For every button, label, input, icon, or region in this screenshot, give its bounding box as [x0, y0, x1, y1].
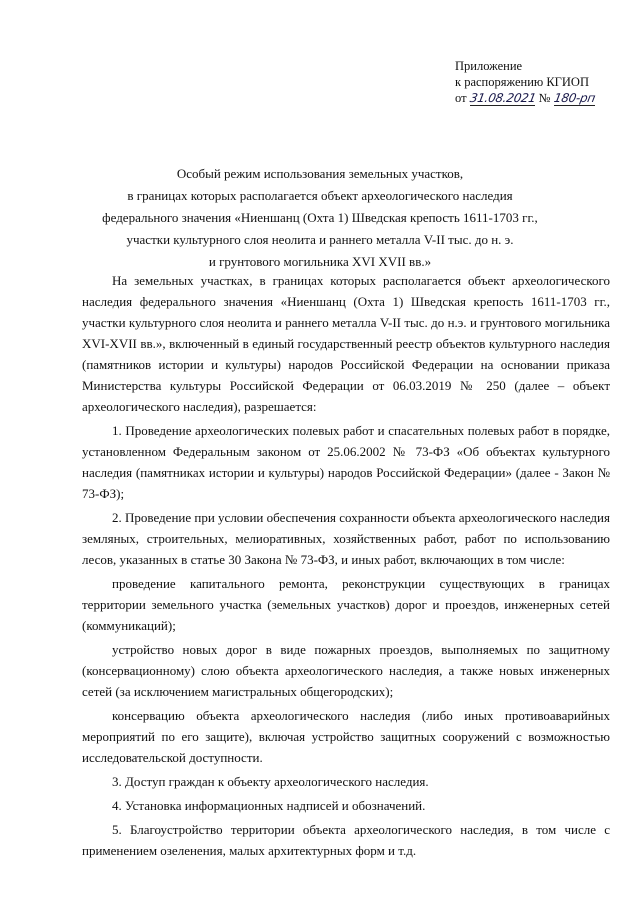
title-line: в границах которых располагается объект археологического наследия: [127, 188, 513, 203]
title-line: Особый режим использования земельных участков,: [176, 166, 464, 181]
handwritten-number: 180-рп: [552, 91, 596, 105]
appendix-number-sign: №: [538, 91, 551, 105]
appendix-date-number-line: [455, 90, 595, 106]
body-paragraph-item-5: 5. Благоустройство территории объекта археологического наследия, в том числе с применением озеленения, малых архитектурных форм и т.д.: [82, 822, 610, 858]
title-line: и грунтового могильника XVI XVII вв.»: [208, 254, 432, 269]
body-paragraph-item-4: 4. Установка информационных надписей и обозначений.: [112, 798, 426, 813]
body-paragraph-subitem-conservation: консервацию объекта археологического наследия (либо иных противоаварийных мероприятий по его защите), включая устройство защитных сооружений с возможностью исследовательской доступности.: [82, 708, 610, 765]
document-title: [80, 163, 560, 273]
body-paragraph-item-2: 2. Проведение при условии обеспечения сохранности объекта археологического наследия земляных, строительных, мелиоративных, хозяйственных работ, работ по использованию лесов, указанных в статье 30 Закона № 73-ФЗ, и иных работ, включающих в том числе:: [82, 510, 610, 567]
body-paragraph-intro: На земельных участках, в границах которых располагается объект археологического наследия федерального значения «Ниеншанц (Охта 1) Шведская крепость 1611-1703 гг., участки культурного слоя неолита и раннего металла V-II тыс. до н.э. и грунтового могильника XVI-XVII вв.», включенный в единый государственный реестр объектов культурного наследия (памятников истории и культуры) народов Российской Федерации на основании приказа Министерства культуры Российской Федерации от 06.03.2019 № 250 (далее – объект археологического наследия), разрешается:: [82, 273, 610, 414]
appendix-label: Приложение: [455, 59, 523, 73]
appendix-order-reference: к распоряжению КГИОП: [455, 75, 589, 89]
title-line: участки культурного слоя неолита и раннего металла V-II тыс. до н. э.: [126, 232, 514, 247]
appendix-header: [455, 58, 595, 106]
body-paragraph-item-3: 3. Доступ граждан к объекту археологического наследия.: [112, 774, 429, 789]
body-paragraph-subitem-repair: проведение капитального ремонта, реконструкции существующих в границах территории земельного участка (земельных участков) дорог и проездов, инженерных сетей (коммуникаций);: [82, 576, 610, 633]
handwritten-date: 31.08.2021: [468, 91, 537, 105]
document-body: [82, 270, 610, 861]
title-line: федерального значения «Ниеншанц (Охта 1) Шведская крепость 1611-1703 гг.,: [102, 210, 538, 225]
body-paragraph-subitem-roads: устройство новых дорог в виде пожарных проездов, выполняемых по защитному (консервационному) слою объекта археологического наследия, а также новых инженерных сетей (за исключением магистральных общегородских);: [82, 642, 610, 699]
body-paragraph-item-1: 1. Проведение археологических полевых работ и спасательных полевых работ в порядке, установленном Федеральным законом от 25.06.2002 № 73-ФЗ «Об объектах культурного наследия (памятниках истории и культуры) народов Российской Федерации» (далее - Закон № 73-ФЗ);: [82, 423, 610, 501]
appendix-from-label: от: [455, 91, 467, 105]
appendix-number-field: [554, 92, 595, 106]
appendix-date-field: [470, 92, 536, 106]
